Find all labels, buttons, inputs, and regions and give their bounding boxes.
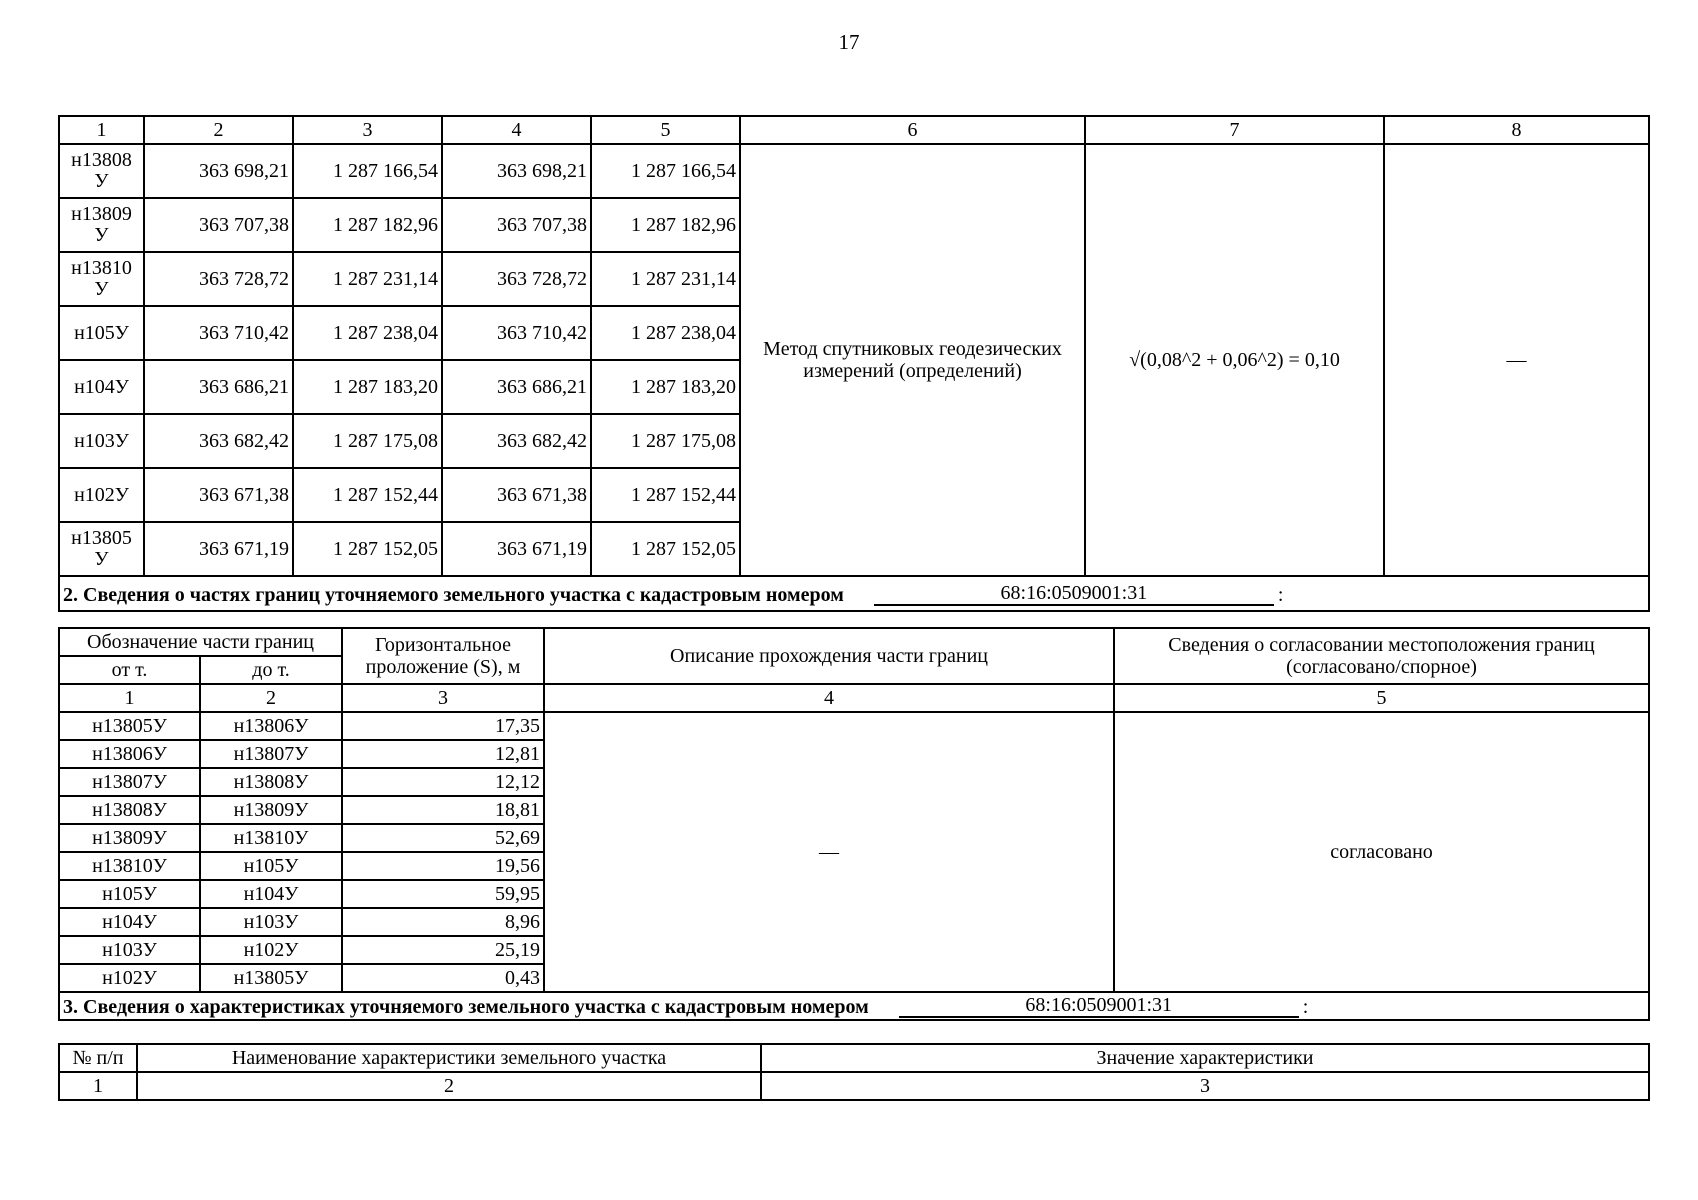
coord-x-new: 363 707,38 <box>442 198 591 252</box>
boundary-header-row-1 <box>59 628 1649 656</box>
coord-x-new: 363 710,42 <box>442 306 591 360</box>
accuracy-cell: √(0,08^2 + 0,06^2) = 0,10 <box>1085 144 1384 576</box>
distance-value: 18,81 <box>342 796 544 824</box>
coord-y-old: 1 287 152,44 <box>293 468 442 522</box>
section3-title-cell <box>59 992 1649 1020</box>
point-name: н13805 У <box>59 522 144 576</box>
to-point: н102У <box>200 936 342 964</box>
point-name: н13808 У <box>59 144 144 198</box>
distance-value: 19,56 <box>342 852 544 880</box>
to-point: н13808У <box>200 768 342 796</box>
section3-cadastral-number: 68:16:0509001:31 <box>899 994 1299 1018</box>
coord-y-new: 1 287 182,96 <box>591 198 740 252</box>
description-cell: — <box>544 712 1114 992</box>
designation-header: Обозначение части границ <box>59 628 342 656</box>
coord-x-old: 363 682,42 <box>144 414 293 468</box>
section3-title-row <box>59 992 1649 1020</box>
from-point: н13809У <box>59 824 200 852</box>
point-name: н102У <box>59 468 144 522</box>
section2-title: 2. Сведения о частях границ уточняемого земельного участка с кадастровым номером <box>63 583 844 606</box>
to-point: н13805У <box>200 964 342 992</box>
point-name: н13809 У <box>59 198 144 252</box>
agreement-header: Сведения о согласовании местоположения границ (согласовано/спорное) <box>1114 628 1649 684</box>
coord-y-old: 1 287 238,04 <box>293 306 442 360</box>
column-number: 2 <box>200 684 342 712</box>
description-header: Описание прохождения части границ <box>544 628 1114 684</box>
coord-y-new: 1 287 175,08 <box>591 414 740 468</box>
coord-x-new: 363 671,19 <box>442 522 591 576</box>
header-cell: 8 <box>1384 116 1649 144</box>
coord-x-old: 363 707,38 <box>144 198 293 252</box>
method-cell: Метод спутниковых геодезических измерений (определений) <box>740 144 1085 576</box>
characteristics-number-row <box>59 1072 1649 1100</box>
coord-x-old: 363 686,21 <box>144 360 293 414</box>
section2-title-row <box>59 576 1649 611</box>
section2-cadastral-number: 68:16:0509001:31 <box>874 582 1274 606</box>
distance-value: 59,95 <box>342 880 544 908</box>
from-point: н13808У <box>59 796 200 824</box>
column-number: 2 <box>137 1072 761 1100</box>
column-number: 5 <box>1114 684 1649 712</box>
point-name: н103У <box>59 414 144 468</box>
header-cell: 1 <box>59 116 144 144</box>
to-point: н13806У <box>200 712 342 740</box>
coord-x-new: 363 671,38 <box>442 468 591 522</box>
distance-value: 52,69 <box>342 824 544 852</box>
point-name: н105У <box>59 306 144 360</box>
coord-y-new: 1 287 152,44 <box>591 468 740 522</box>
coord-x-old: 363 728,72 <box>144 252 293 306</box>
coord-y-new: 1 287 166,54 <box>591 144 740 198</box>
characteristics-header-row <box>59 1044 1649 1072</box>
coord-y-old: 1 287 166,54 <box>293 144 442 198</box>
to-point: н13809У <box>200 796 342 824</box>
coord-y-new: 1 287 152,05 <box>591 522 740 576</box>
from-header: от т. <box>59 656 200 684</box>
name-header: Наименование характеристики земельного участка <box>137 1044 761 1072</box>
coordinates-table <box>58 115 1650 612</box>
to-header: до т. <box>200 656 342 684</box>
page-number: 17 <box>838 30 860 54</box>
boundary-parts-table <box>58 627 1650 1021</box>
to-point: н104У <box>200 880 342 908</box>
from-point: н102У <box>59 964 200 992</box>
coord-y-old: 1 287 231,14 <box>293 252 442 306</box>
coord-y-old: 1 287 183,20 <box>293 360 442 414</box>
header-cell: 4 <box>442 116 591 144</box>
point-name: н13810 У <box>59 252 144 306</box>
distance-value: 0,43 <box>342 964 544 992</box>
section2-title-cell <box>59 576 1649 611</box>
table-row <box>59 144 1649 198</box>
coord-y-old: 1 287 182,96 <box>293 198 442 252</box>
coord-x-old: 363 671,38 <box>144 468 293 522</box>
coord-y-new: 1 287 183,20 <box>591 360 740 414</box>
from-point: н13805У <box>59 712 200 740</box>
distance-value: 25,19 <box>342 936 544 964</box>
coord-x-new: 363 728,72 <box>442 252 591 306</box>
point-name: н104У <box>59 360 144 414</box>
boundary-number-row <box>59 684 1649 712</box>
to-point: н13810У <box>200 824 342 852</box>
from-point: н13806У <box>59 740 200 768</box>
column-number: 4 <box>544 684 1114 712</box>
header-cell: 5 <box>591 116 740 144</box>
coord-y-new: 1 287 238,04 <box>591 306 740 360</box>
header-cell: 2 <box>144 116 293 144</box>
from-point: н103У <box>59 936 200 964</box>
from-point: н104У <box>59 908 200 936</box>
section3-title: 3. Сведения о характеристиках уточняемого земельного участка с кадастровым номером <box>63 996 869 1018</box>
column-number: 3 <box>761 1072 1649 1100</box>
column-number: 3 <box>342 684 544 712</box>
characteristics-table <box>58 1043 1650 1101</box>
to-point: н105У <box>200 852 342 880</box>
header-cell: 3 <box>293 116 442 144</box>
coordinates-header-row <box>59 116 1649 144</box>
distance-value: 12,81 <box>342 740 544 768</box>
coord-x-new: 363 686,21 <box>442 360 591 414</box>
from-point: н105У <box>59 880 200 908</box>
value-header: Значение характеристики <box>761 1044 1649 1072</box>
coord-x-old: 363 671,19 <box>144 522 293 576</box>
section2-colon: : <box>1277 583 1284 606</box>
col8-cell: — <box>1384 144 1649 576</box>
distance-value: 8,96 <box>342 908 544 936</box>
coord-x-old: 363 698,21 <box>144 144 293 198</box>
from-point: н13807У <box>59 768 200 796</box>
coord-x-old: 363 710,42 <box>144 306 293 360</box>
number-header: № п/п <box>59 1044 137 1072</box>
table-row <box>59 712 1649 740</box>
column-number: 1 <box>59 684 200 712</box>
column-number: 1 <box>59 1072 137 1100</box>
from-point: н13810У <box>59 852 200 880</box>
header-cell: 6 <box>740 116 1085 144</box>
header-cell: 7 <box>1085 116 1384 144</box>
to-point: н103У <box>200 908 342 936</box>
distance-value: 12,12 <box>342 768 544 796</box>
coord-x-new: 363 698,21 <box>442 144 591 198</box>
to-point: н13807У <box>200 740 342 768</box>
coord-x-new: 363 682,42 <box>442 414 591 468</box>
section3-colon: : <box>1302 996 1309 1018</box>
agreement-cell: согласовано <box>1114 712 1649 992</box>
distance-header: Горизонтальное проложение (S), м <box>342 628 544 684</box>
coord-y-old: 1 287 152,05 <box>293 522 442 576</box>
distance-value: 17,35 <box>342 712 544 740</box>
coord-y-old: 1 287 175,08 <box>293 414 442 468</box>
coord-y-new: 1 287 231,14 <box>591 252 740 306</box>
